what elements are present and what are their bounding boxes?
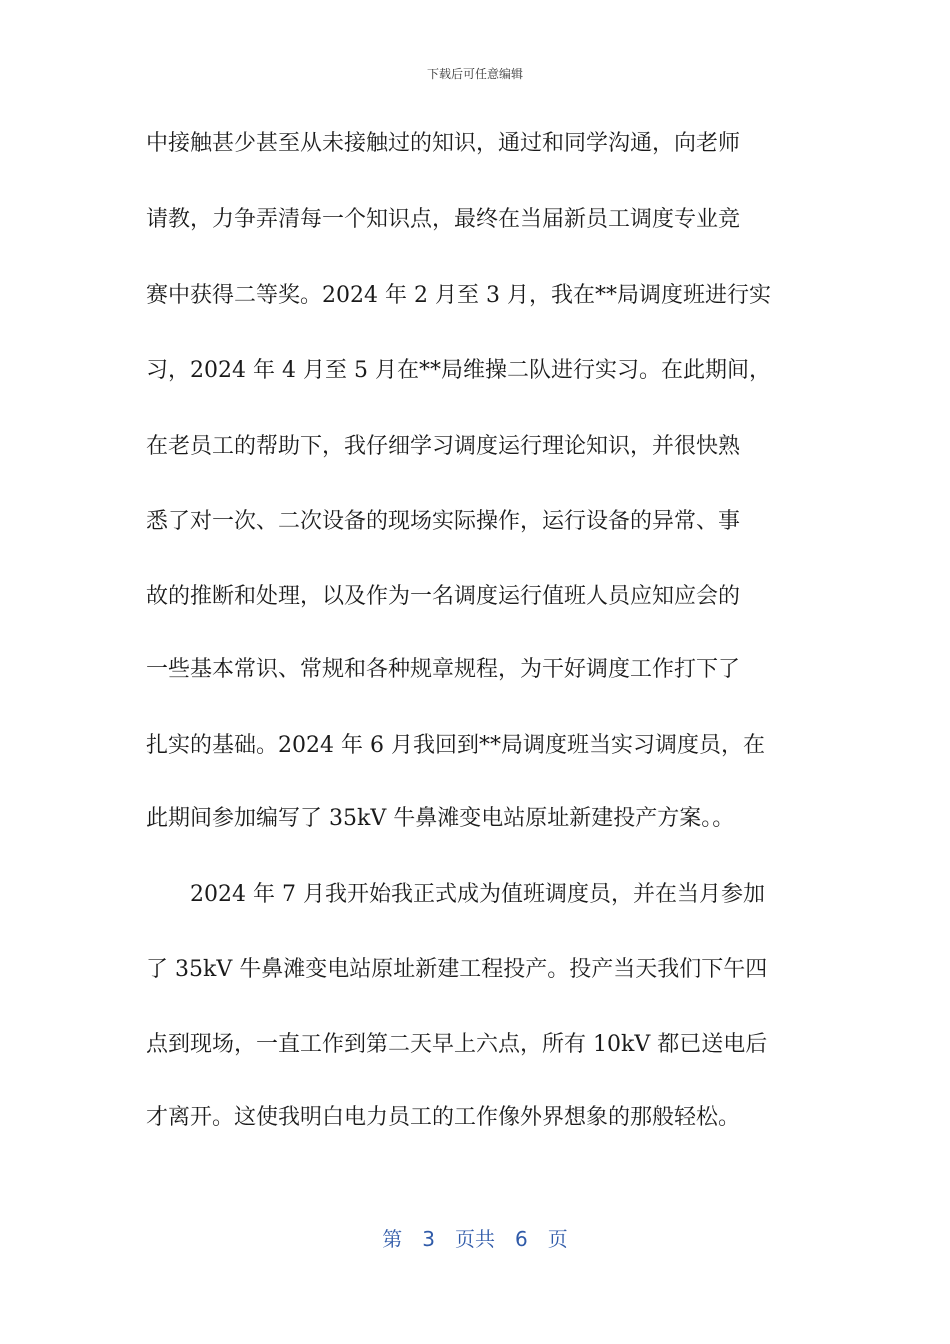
page-current: 3 bbox=[422, 1227, 435, 1251]
page-label-suffix: 页 bbox=[547, 1227, 568, 1251]
body-line: 点到现场，一直工作到第二天早上六点，所有 10kV 都已送电后 bbox=[146, 1032, 768, 1057]
body-line: 习，2024 年 4 月至 5 月在**局维操二队进行实习。在此期间， bbox=[146, 358, 771, 383]
body-line: 赛中获得二等奖。2024 年 2 月至 3 月，我在**局调度班进行实 bbox=[146, 283, 771, 308]
page-header: 下载后可任意编辑 bbox=[426, 67, 523, 81]
body-line: 悉了对一次、二次设备的现场实际操作，运行设备的异常、事 bbox=[146, 509, 741, 534]
page-label-middle: 页共 bbox=[455, 1227, 495, 1251]
page-total: 6 bbox=[515, 1227, 528, 1251]
page-number-footer bbox=[0, 1226, 950, 1252]
body-line: 才离开。这使我明白电力员工的工作像外界想象的那般轻松。 bbox=[146, 1105, 741, 1130]
page-label-prefix: 第 bbox=[382, 1227, 403, 1251]
body-line-indented: 2024 年 7 月我开始我正式成为值班调度员，并在当月参加 bbox=[190, 882, 765, 907]
body-line: 故的推断和处理，以及作为一名调度运行值班人员应知应会的 bbox=[146, 584, 741, 609]
body-line: 此期间参加编写了 35kV 牛鼻滩变电站原址新建投产方案。。 bbox=[146, 806, 735, 831]
body-line: 在老员工的帮助下，我仔细学习调度运行理论知识，并很快熟 bbox=[146, 434, 741, 459]
body-line: 了 35kV 牛鼻滩变电站原址新建工程投产。投产当天我们下午四 bbox=[146, 957, 768, 982]
body-line: 请教，力争弄清每一个知识点，最终在当届新员工调度专业竞 bbox=[146, 207, 741, 232]
body-line: 扎实的基础。2024 年 6 月我回到**局调度班当实习调度员，在 bbox=[146, 733, 765, 758]
body-line: 一些基本常识、常规和各种规章规程，为干好调度工作打下了 bbox=[146, 657, 741, 682]
body-line: 中接触甚少甚至从未接触过的知识，通过和同学沟通，向老师 bbox=[146, 131, 741, 156]
